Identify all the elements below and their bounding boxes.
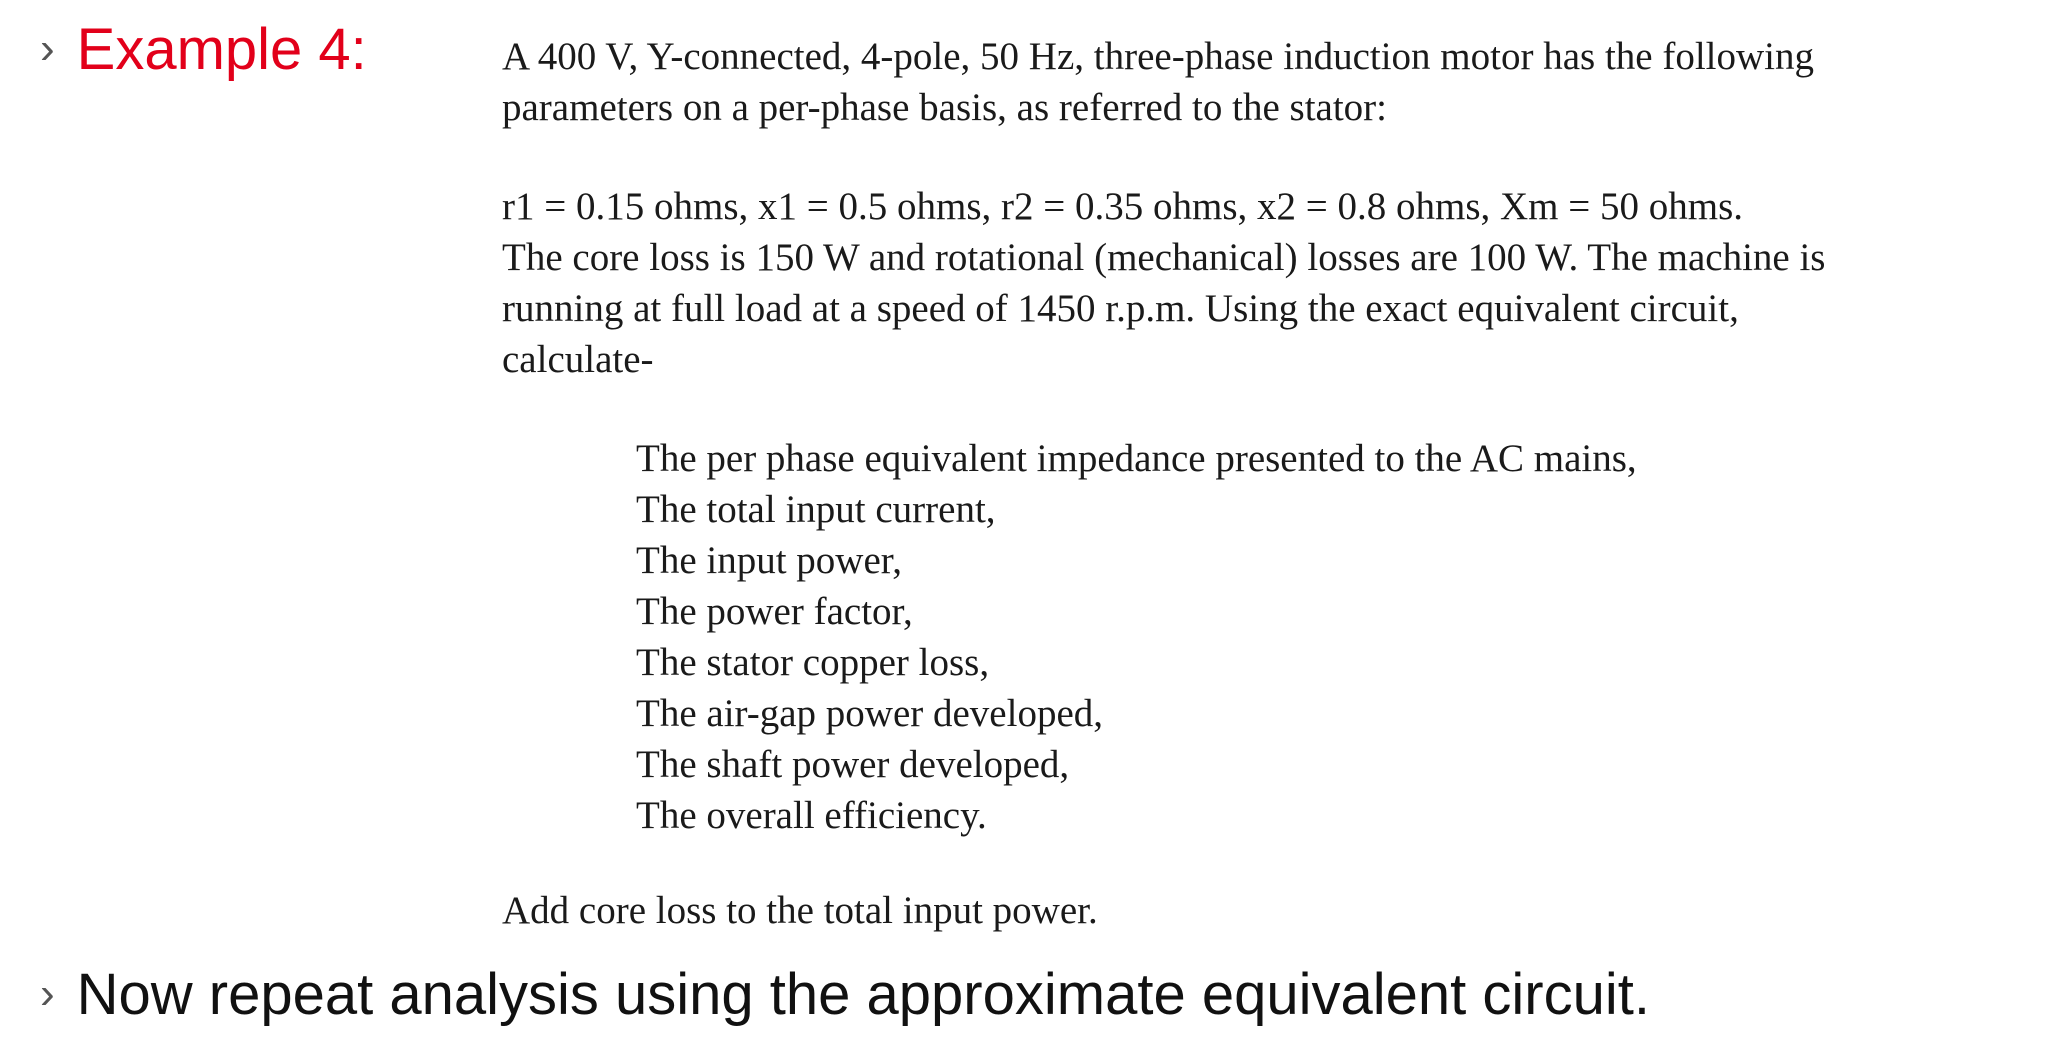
problem-parameters — [502, 181, 1826, 385]
parameter-line: The core loss is 150 W and rotational (mechanical) losses are 100 W. The machine is — [502, 236, 1826, 279]
task-item: The shaft power developed, — [636, 743, 1070, 786]
task-item: The power factor, — [636, 590, 913, 633]
task-item: The air-gap power developed, — [636, 692, 1104, 735]
bullet-chevron-icon: › — [40, 24, 55, 73]
example-label: Example 4: — [76, 17, 367, 82]
bullet-chevron-icon: › — [40, 969, 55, 1018]
example-heading — [40, 17, 367, 82]
parameter-line: running at full load at a speed of 1450 r.p.m. Using the exact equivalent circuit, — [502, 287, 1739, 330]
parameter-line: calculate- — [502, 338, 654, 381]
task-item: The per phase equivalent impedance presented to the AC mains, — [636, 437, 1637, 480]
task-item: The overall efficiency. — [636, 794, 987, 837]
intro-line: parameters on a per-phase basis, as referred to the stator: — [502, 86, 1388, 129]
task-list — [636, 433, 1637, 841]
followup-text: Now repeat analysis using the approximate equivalent circuit. — [76, 962, 1650, 1027]
task-item: The stator copper loss, — [636, 641, 990, 684]
core-loss-note: Add core loss to the total input power. — [502, 889, 1098, 932]
parameter-line: r1 = 0.15 ohms, x1 = 0.5 ohms, r2 = 0.35 ohms, x2 = 0.8 ohms, Xm = 50 ohms. — [502, 185, 1744, 228]
followup-instruction — [40, 962, 1650, 1027]
intro-line: A 400 V, Y-connected, 4-pole, 50 Hz, three-phase induction motor has the following — [502, 35, 1815, 78]
task-item: The input power, — [636, 539, 902, 582]
task-item: The total input current, — [636, 488, 996, 531]
problem-intro — [502, 31, 1814, 133]
